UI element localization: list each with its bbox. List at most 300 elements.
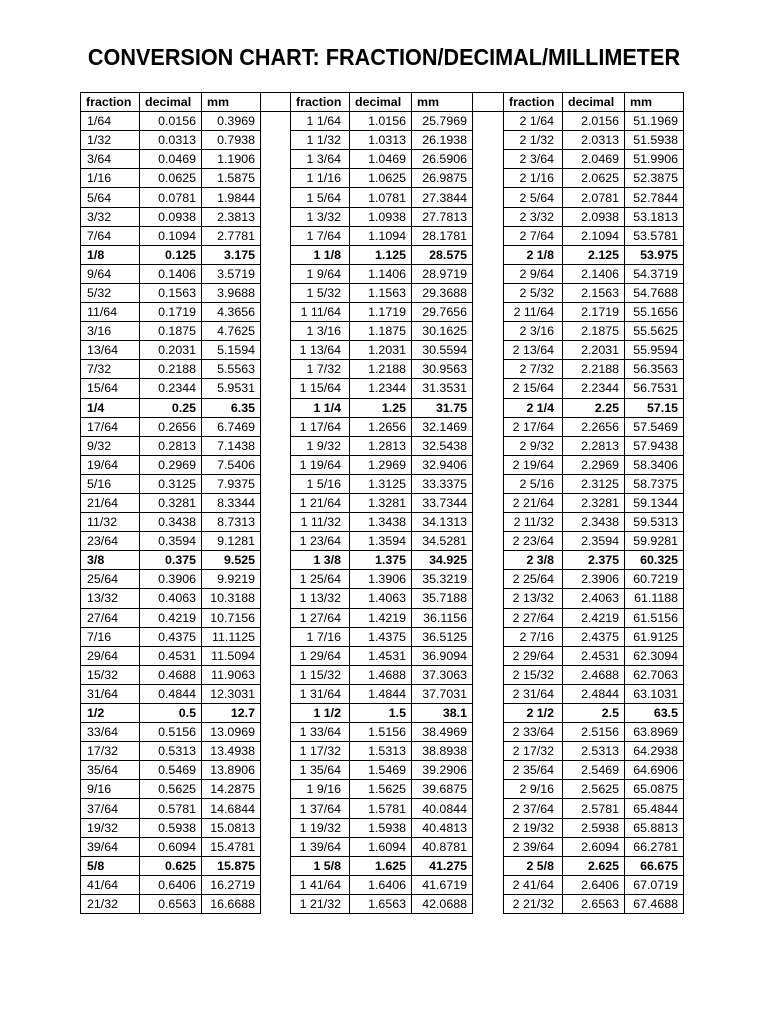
fraction-cell: 1 31/64 <box>291 684 350 703</box>
fraction-cell: 2 3/16 <box>504 322 563 341</box>
mm-cell: 36.9094 <box>412 646 473 665</box>
decimal-cell: 0.5469 <box>140 761 202 780</box>
fraction-cell: 7/64 <box>81 226 140 245</box>
decimal-cell: 2.5313 <box>563 742 625 761</box>
column-gap <box>473 188 504 207</box>
table-row <box>81 684 684 703</box>
fraction-cell: 1/4 <box>81 398 140 417</box>
mm-cell: 33.7344 <box>412 493 473 512</box>
fraction-cell: 2 9/64 <box>504 264 563 283</box>
table-row <box>81 704 684 723</box>
decimal-cell: 0.5313 <box>140 742 202 761</box>
decimal-cell: 0.3281 <box>140 493 202 512</box>
decimal-cell: 2.1563 <box>563 283 625 302</box>
fraction-cell: 2 1/4 <box>504 398 563 417</box>
mm-cell: 3.5719 <box>202 264 261 283</box>
decimal-cell: 0.3125 <box>140 474 202 493</box>
decimal-cell: 2.5 <box>563 704 625 723</box>
mm-cell: 4.3656 <box>202 303 261 322</box>
mm-cell: 35.7188 <box>412 589 473 608</box>
fraction-cell: 1 19/64 <box>291 455 350 474</box>
mm-cell: 64.2938 <box>625 742 684 761</box>
column-gap <box>261 608 291 627</box>
mm-cell: 15.0813 <box>202 818 261 837</box>
decimal-cell: 1.4531 <box>350 646 412 665</box>
decimal-cell: 1.2813 <box>350 436 412 455</box>
decimal-cell: 1.3281 <box>350 493 412 512</box>
decimal-cell: 2.3125 <box>563 474 625 493</box>
decimal-cell: 2.1719 <box>563 303 625 322</box>
fraction-cell: 5/8 <box>81 856 140 875</box>
column-gap <box>261 761 291 780</box>
mm-cell: 61.9125 <box>625 627 684 646</box>
fraction-cell: 1 21/64 <box>291 493 350 512</box>
mm-cell: 26.1938 <box>412 131 473 150</box>
decimal-cell: 1.1563 <box>350 283 412 302</box>
column-gap <box>473 264 504 283</box>
table-row <box>81 341 684 360</box>
mm-cell: 7.9375 <box>202 474 261 493</box>
column-gap <box>261 532 291 551</box>
table-row <box>81 417 684 436</box>
mm-cell: 1.1906 <box>202 150 261 169</box>
fraction-cell: 2 17/32 <box>504 742 563 761</box>
mm-cell: 51.1969 <box>625 112 684 131</box>
mm-cell: 34.925 <box>412 551 473 570</box>
fraction-cell: 1 27/64 <box>291 608 350 627</box>
decimal-cell: 1.3438 <box>350 513 412 532</box>
mm-cell: 11.9063 <box>202 665 261 684</box>
column-gap <box>261 341 291 360</box>
decimal-cell: 1.5313 <box>350 742 412 761</box>
decimal-cell: 0.6094 <box>140 837 202 856</box>
fraction-cell: 1 1/4 <box>291 398 350 417</box>
column-gap <box>473 112 504 131</box>
table-row <box>81 818 684 837</box>
table-row <box>81 875 684 894</box>
table-row <box>81 360 684 379</box>
decimal-cell: 2.6406 <box>563 875 625 894</box>
fraction-cell: 21/64 <box>81 493 140 512</box>
table-row <box>81 379 684 398</box>
fraction-cell: 9/64 <box>81 264 140 283</box>
column-gap <box>261 264 291 283</box>
decimal-cell: 1.3125 <box>350 474 412 493</box>
table-header-row <box>81 93 684 112</box>
mm-cell: 38.1 <box>412 704 473 723</box>
column-gap <box>261 894 291 913</box>
decimal-cell: 2.375 <box>563 551 625 570</box>
fraction-cell: 1 15/64 <box>291 379 350 398</box>
table-row <box>81 245 684 264</box>
fraction-cell: 2 3/32 <box>504 207 563 226</box>
column-gap <box>261 837 291 856</box>
decimal-cell: 2.5938 <box>563 818 625 837</box>
column-gap <box>261 436 291 455</box>
decimal-cell: 0.0156 <box>140 112 202 131</box>
decimal-cell: 1.0625 <box>350 169 412 188</box>
column-gap <box>473 837 504 856</box>
fraction-cell: 2 1/64 <box>504 112 563 131</box>
column-header-fraction: fraction <box>81 93 140 112</box>
mm-cell: 57.9438 <box>625 436 684 455</box>
mm-cell: 51.9906 <box>625 150 684 169</box>
decimal-cell: 0.2813 <box>140 436 202 455</box>
fraction-cell: 2 1/8 <box>504 245 563 264</box>
column-gap <box>473 742 504 761</box>
table-row <box>81 169 684 188</box>
mm-cell: 31.75 <box>412 398 473 417</box>
fraction-cell: 25/64 <box>81 570 140 589</box>
fraction-cell: 1 15/32 <box>291 665 350 684</box>
mm-cell: 31.3531 <box>412 379 473 398</box>
fraction-cell: 2 19/32 <box>504 818 563 837</box>
column-gap <box>261 704 291 723</box>
decimal-cell: 0.0938 <box>140 207 202 226</box>
column-gap <box>473 665 504 684</box>
fraction-cell: 2 1/2 <box>504 704 563 723</box>
column-gap <box>261 856 291 875</box>
fraction-cell: 2 23/64 <box>504 532 563 551</box>
column-gap <box>473 360 504 379</box>
column-gap <box>261 551 291 570</box>
table-row <box>81 474 684 493</box>
decimal-cell: 2.0781 <box>563 188 625 207</box>
mm-cell: 39.6875 <box>412 780 473 799</box>
column-gap <box>473 322 504 341</box>
mm-cell: 28.9719 <box>412 264 473 283</box>
fraction-cell: 2 1/16 <box>504 169 563 188</box>
decimal-cell: 0.0625 <box>140 169 202 188</box>
fraction-cell: 7/16 <box>81 627 140 646</box>
fraction-cell: 2 3/8 <box>504 551 563 570</box>
table-row <box>81 723 684 742</box>
mm-cell: 54.3719 <box>625 264 684 283</box>
column-gap <box>261 627 291 646</box>
table-row <box>81 493 684 512</box>
fraction-cell: 11/32 <box>81 513 140 532</box>
decimal-cell: 0.4219 <box>140 608 202 627</box>
mm-cell: 64.6906 <box>625 761 684 780</box>
decimal-cell: 2.4219 <box>563 608 625 627</box>
column-gap <box>473 627 504 646</box>
table-row <box>81 780 684 799</box>
page-title: CONVERSION CHART: FRACTION/DECIMAL/MILLIMETER <box>87 44 681 70</box>
decimal-cell: 0.0781 <box>140 188 202 207</box>
mm-cell: 61.1188 <box>625 589 684 608</box>
decimal-cell: 1.4844 <box>350 684 412 703</box>
table-row <box>81 856 684 875</box>
mm-cell: 54.7688 <box>625 283 684 302</box>
column-gap <box>261 474 291 493</box>
mm-cell: 0.3969 <box>202 112 261 131</box>
mm-cell: 8.3344 <box>202 493 261 512</box>
decimal-cell: 1.0313 <box>350 131 412 150</box>
fraction-cell: 2 9/16 <box>504 780 563 799</box>
column-gap <box>261 818 291 837</box>
decimal-cell: 1.5625 <box>350 780 412 799</box>
decimal-cell: 2.25 <box>563 398 625 417</box>
fraction-cell: 1 7/32 <box>291 360 350 379</box>
fraction-cell: 2 31/64 <box>504 684 563 703</box>
mm-cell: 60.7219 <box>625 570 684 589</box>
column-header-decimal: decimal <box>140 93 202 112</box>
fraction-cell: 15/64 <box>81 379 140 398</box>
mm-cell: 66.2781 <box>625 837 684 856</box>
decimal-cell: 2.6094 <box>563 837 625 856</box>
fraction-cell: 1 3/32 <box>291 207 350 226</box>
mm-cell: 65.4844 <box>625 799 684 818</box>
mm-cell: 34.1313 <box>412 513 473 532</box>
table-row <box>81 608 684 627</box>
mm-cell: 13.0969 <box>202 723 261 742</box>
fraction-cell: 1/2 <box>81 704 140 723</box>
fraction-cell: 29/64 <box>81 646 140 665</box>
column-gap <box>473 761 504 780</box>
mm-cell: 41.6719 <box>412 875 473 894</box>
decimal-cell: 1.5938 <box>350 818 412 837</box>
decimal-cell: 1.125 <box>350 245 412 264</box>
mm-cell: 26.9875 <box>412 169 473 188</box>
fraction-cell: 2 1/32 <box>504 131 563 150</box>
mm-cell: 30.9563 <box>412 360 473 379</box>
fraction-cell: 1 37/64 <box>291 799 350 818</box>
decimal-cell: 0.6406 <box>140 875 202 894</box>
column-header-decimal: decimal <box>563 93 625 112</box>
column-gap <box>473 513 504 532</box>
column-gap <box>473 532 504 551</box>
decimal-cell: 0.2188 <box>140 360 202 379</box>
fraction-cell: 2 5/16 <box>504 474 563 493</box>
decimal-cell: 1.0938 <box>350 207 412 226</box>
mm-cell: 12.3031 <box>202 684 261 703</box>
decimal-cell: 1.4063 <box>350 589 412 608</box>
decimal-cell: 2.2813 <box>563 436 625 455</box>
column-gap <box>261 589 291 608</box>
decimal-cell: 2.5625 <box>563 780 625 799</box>
mm-cell: 52.3875 <box>625 169 684 188</box>
mm-cell: 29.7656 <box>412 303 473 322</box>
mm-cell: 13.4938 <box>202 742 261 761</box>
column-gap <box>261 684 291 703</box>
decimal-cell: 1.25 <box>350 398 412 417</box>
fraction-cell: 3/16 <box>81 322 140 341</box>
mm-cell: 52.7844 <box>625 188 684 207</box>
column-gap <box>473 894 504 913</box>
column-gap <box>473 589 504 608</box>
mm-cell: 3.9688 <box>202 283 261 302</box>
mm-cell: 57.5469 <box>625 417 684 436</box>
decimal-cell: 0.5156 <box>140 723 202 742</box>
fraction-cell: 1 11/64 <box>291 303 350 322</box>
mm-cell: 30.1625 <box>412 322 473 341</box>
mm-cell: 40.0844 <box>412 799 473 818</box>
mm-cell: 7.1438 <box>202 436 261 455</box>
column-gap <box>473 646 504 665</box>
fraction-cell: 3/32 <box>81 207 140 226</box>
column-gap <box>473 303 504 322</box>
fraction-cell: 2 41/64 <box>504 875 563 894</box>
mm-cell: 1.5875 <box>202 169 261 188</box>
decimal-cell: 1.375 <box>350 551 412 570</box>
decimal-cell: 1.2656 <box>350 417 412 436</box>
fraction-cell: 9/32 <box>81 436 140 455</box>
column-gap <box>261 493 291 512</box>
column-gap <box>473 723 504 742</box>
mm-cell: 42.0688 <box>412 894 473 913</box>
column-gap <box>473 570 504 589</box>
decimal-cell: 2.6563 <box>563 894 625 913</box>
column-gap <box>261 742 291 761</box>
mm-cell: 32.1469 <box>412 417 473 436</box>
fraction-cell: 1 21/32 <box>291 894 350 913</box>
decimal-cell: 0.3438 <box>140 513 202 532</box>
table-row <box>81 398 684 417</box>
decimal-cell: 2.5469 <box>563 761 625 780</box>
mm-cell: 58.7375 <box>625 474 684 493</box>
mm-cell: 57.15 <box>625 398 684 417</box>
decimal-cell: 2.0625 <box>563 169 625 188</box>
column-gap <box>473 455 504 474</box>
table-row <box>81 188 684 207</box>
mm-cell: 4.7625 <box>202 322 261 341</box>
mm-cell: 28.1781 <box>412 226 473 245</box>
decimal-cell: 0.5625 <box>140 780 202 799</box>
decimal-cell: 0.4375 <box>140 627 202 646</box>
fraction-cell: 1 1/32 <box>291 131 350 150</box>
table-row <box>81 570 684 589</box>
column-gap <box>261 226 291 245</box>
decimal-cell: 1.1719 <box>350 303 412 322</box>
table-row <box>81 455 684 474</box>
column-gap <box>473 93 504 112</box>
column-gap <box>473 131 504 150</box>
decimal-cell: 0.6563 <box>140 894 202 913</box>
decimal-cell: 1.0469 <box>350 150 412 169</box>
decimal-cell: 1.2188 <box>350 360 412 379</box>
fraction-cell: 1 9/32 <box>291 436 350 455</box>
table-row <box>81 551 684 570</box>
decimal-cell: 1.5781 <box>350 799 412 818</box>
column-gap <box>473 684 504 703</box>
mm-cell: 67.4688 <box>625 894 684 913</box>
column-gap <box>261 570 291 589</box>
decimal-cell: 1.3594 <box>350 532 412 551</box>
decimal-cell: 2.125 <box>563 245 625 264</box>
table-row <box>81 532 684 551</box>
mm-cell: 35.3219 <box>412 570 473 589</box>
mm-cell: 59.1344 <box>625 493 684 512</box>
column-gap <box>261 303 291 322</box>
mm-cell: 5.1594 <box>202 341 261 360</box>
decimal-cell: 2.4844 <box>563 684 625 703</box>
decimal-cell: 0.5938 <box>140 818 202 837</box>
fraction-cell: 19/64 <box>81 455 140 474</box>
column-gap <box>473 283 504 302</box>
decimal-cell: 0.4688 <box>140 665 202 684</box>
column-gap <box>261 665 291 684</box>
fraction-cell: 1/64 <box>81 112 140 131</box>
mm-cell: 14.6844 <box>202 799 261 818</box>
fraction-cell: 1 9/16 <box>291 780 350 799</box>
column-gap <box>473 341 504 360</box>
fraction-cell: 2 11/64 <box>504 303 563 322</box>
fraction-cell: 2 5/32 <box>504 283 563 302</box>
fraction-cell: 1 7/64 <box>291 226 350 245</box>
column-gap <box>261 455 291 474</box>
decimal-cell: 0.5781 <box>140 799 202 818</box>
decimal-cell: 0.4531 <box>140 646 202 665</box>
fraction-cell: 2 39/64 <box>504 837 563 856</box>
column-header-mm: mm <box>412 93 473 112</box>
fraction-cell: 11/64 <box>81 303 140 322</box>
table-row <box>81 264 684 283</box>
mm-cell: 1.9844 <box>202 188 261 207</box>
mm-cell: 14.2875 <box>202 780 261 799</box>
table-row <box>81 894 684 913</box>
decimal-cell: 0.2656 <box>140 417 202 436</box>
decimal-cell: 2.1875 <box>563 322 625 341</box>
column-gap <box>261 723 291 742</box>
fraction-cell: 37/64 <box>81 799 140 818</box>
fraction-cell: 17/32 <box>81 742 140 761</box>
fraction-cell: 5/64 <box>81 188 140 207</box>
fraction-cell: 2 5/64 <box>504 188 563 207</box>
mm-cell: 5.5563 <box>202 360 261 379</box>
decimal-cell: 0.375 <box>140 551 202 570</box>
fraction-cell: 2 21/32 <box>504 894 563 913</box>
fraction-cell: 1 29/64 <box>291 646 350 665</box>
fraction-cell: 2 11/32 <box>504 513 563 532</box>
mm-cell: 53.1813 <box>625 207 684 226</box>
column-gap <box>473 551 504 570</box>
mm-cell: 65.0875 <box>625 780 684 799</box>
fraction-cell: 1 3/64 <box>291 150 350 169</box>
column-gap <box>261 513 291 532</box>
fraction-cell: 1 17/64 <box>291 417 350 436</box>
mm-cell: 55.1656 <box>625 303 684 322</box>
decimal-cell: 2.0469 <box>563 150 625 169</box>
decimal-cell: 2.3906 <box>563 570 625 589</box>
fraction-cell: 2 13/64 <box>504 341 563 360</box>
decimal-cell: 1.2031 <box>350 341 412 360</box>
fraction-cell: 19/32 <box>81 818 140 837</box>
decimal-cell: 2.2969 <box>563 455 625 474</box>
decimal-cell: 2.0156 <box>563 112 625 131</box>
column-gap <box>473 856 504 875</box>
fraction-cell: 2 27/64 <box>504 608 563 627</box>
fraction-cell: 9/16 <box>81 780 140 799</box>
fraction-cell: 1 3/16 <box>291 322 350 341</box>
decimal-cell: 2.2188 <box>563 360 625 379</box>
table-row <box>81 131 684 150</box>
decimal-cell: 1.2344 <box>350 379 412 398</box>
decimal-cell: 0.2969 <box>140 455 202 474</box>
mm-cell: 7.5406 <box>202 455 261 474</box>
mm-cell: 63.5 <box>625 704 684 723</box>
fraction-cell: 5/16 <box>81 474 140 493</box>
decimal-cell: 2.2656 <box>563 417 625 436</box>
decimal-cell: 2.4063 <box>563 589 625 608</box>
table-row <box>81 226 684 245</box>
mm-cell: 37.7031 <box>412 684 473 703</box>
mm-cell: 32.5438 <box>412 436 473 455</box>
decimal-cell: 0.1719 <box>140 303 202 322</box>
table-row <box>81 207 684 226</box>
fraction-cell: 7/32 <box>81 360 140 379</box>
decimal-cell: 2.3438 <box>563 513 625 532</box>
fraction-cell: 33/64 <box>81 723 140 742</box>
